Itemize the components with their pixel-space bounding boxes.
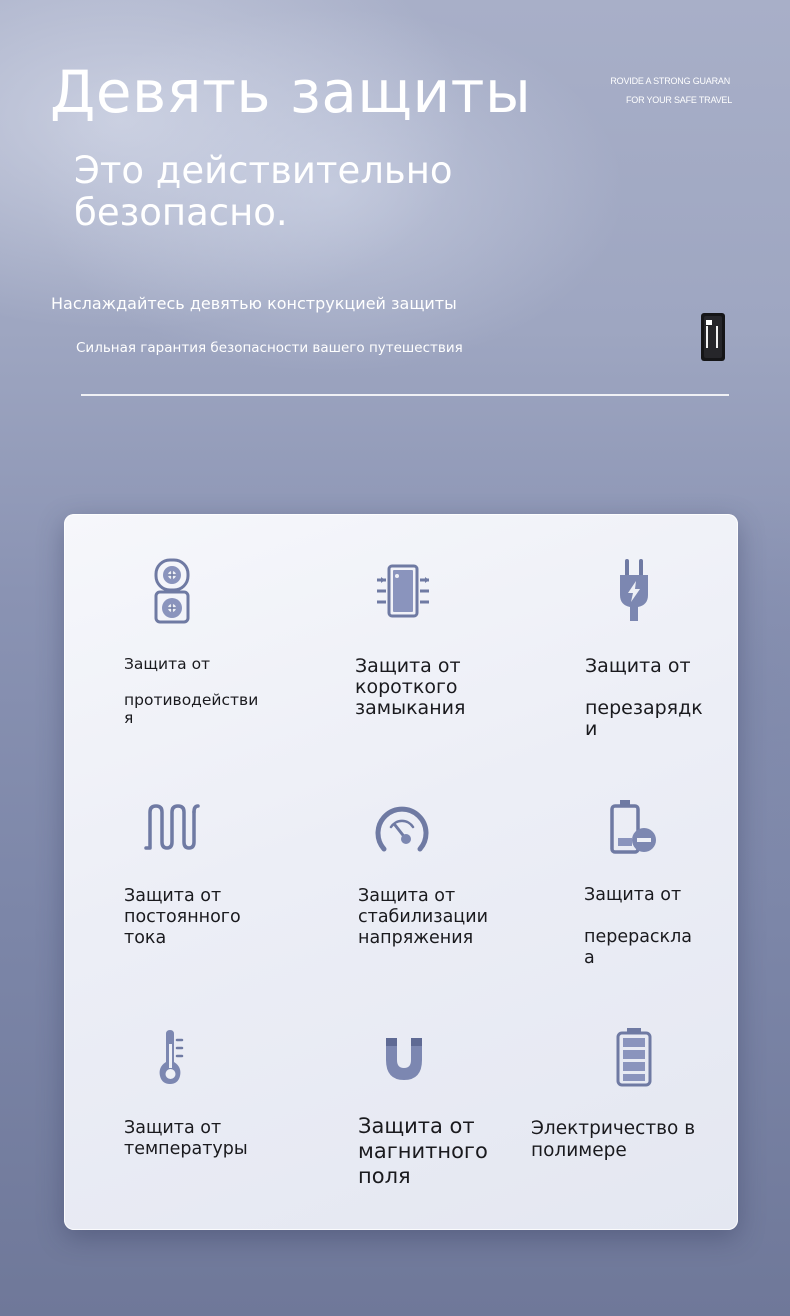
tagline-line-2: FOR YOUR SAFE TRAVEL [625,95,732,105]
page-title: Девять защиты [50,58,532,126]
feature-label: Защита от перезарядк и [585,655,703,740]
guarantee-text: Сильная гарантия безопасности вашего путешествия [76,340,463,356]
plug-icon [614,559,654,623]
gauge-icon [372,799,432,857]
divider [81,394,729,396]
feature-label: Защита от температуры [124,1118,248,1159]
feature-label: Защита от противодействи я [124,655,259,727]
magnet-icon [380,1034,428,1084]
thermometer-icon [152,1028,192,1086]
enjoy-text: Наслаждайтесь девятью конструкцией защиты [51,294,457,313]
small-battery-icon [700,312,726,362]
feature-label: Защита от стабилизации напряжения [358,886,488,948]
chip-icon [375,564,431,618]
battery-full-icon [614,1026,654,1088]
tagline-line-1: ROVIDE A STRONG GUARAN [610,76,730,86]
features-panel [64,514,738,1230]
fan-icon [152,558,192,624]
coil-icon [144,802,200,852]
feature-label: Защита от короткого замыкания [355,655,466,719]
feature-label: Защита от постоянного тока [124,886,241,948]
feature-label: Защита от магнитного поля [358,1114,488,1188]
feature-label: Защита от перераскла а [584,885,693,968]
page-subtitle: Это действительно безопасно. [74,149,453,234]
feature-label: Электричество в полимере [531,1118,696,1161]
tagline [610,72,732,110]
battery-minus-icon [608,798,658,856]
